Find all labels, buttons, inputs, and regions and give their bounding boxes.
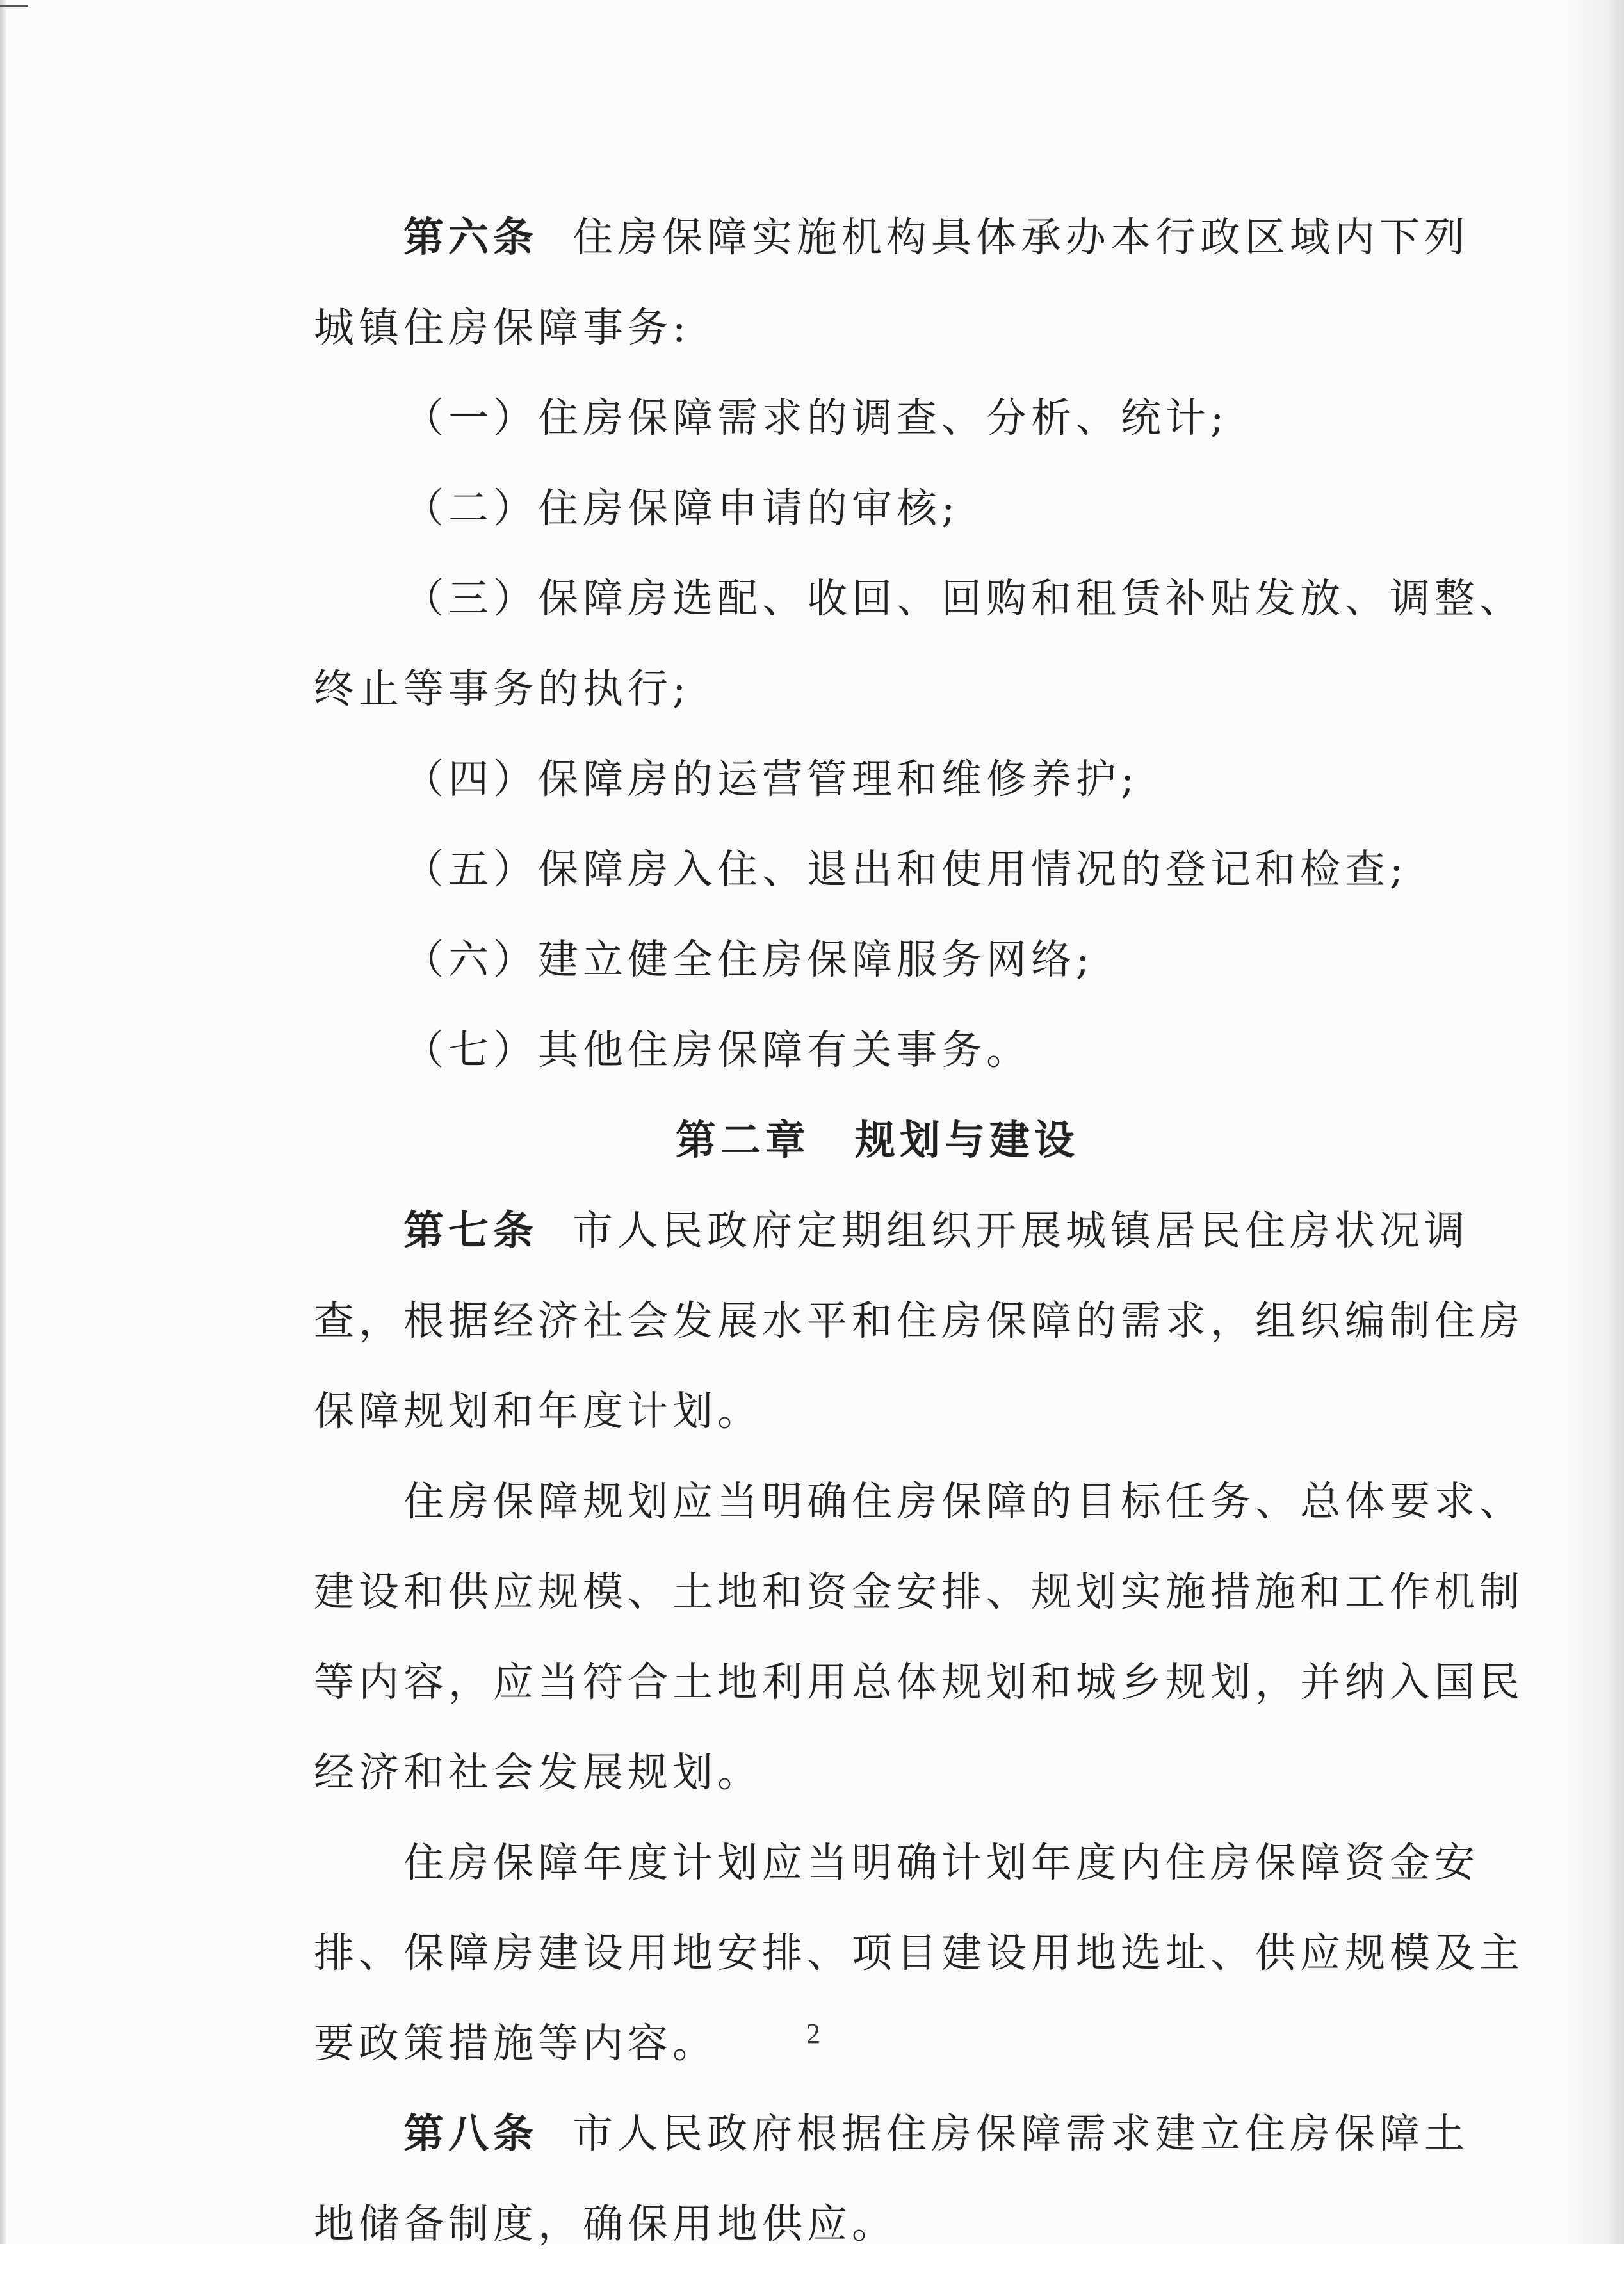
scan-right-shadow — [1566, 0, 1624, 2244]
article-7-para-3-line-2: 排、保障房建设用地安排、项目建设用地选址、供应规模及主 — [314, 1930, 1524, 1976]
scan-corner-mark — [0, 5, 28, 7]
article-7-line-3: 保障规划和年度计划。 — [314, 1388, 762, 1435]
article-6-line-1 — [314, 192, 1470, 282]
article-6-item-2: （二）住房保障申请的审核; — [403, 485, 960, 532]
article-6-item-3: （三）保障房选配、收回、回购和租赁补贴发放、调整、 — [403, 575, 1524, 622]
article-6-item-1: （一）住房保障需求的调查、分析、统计; — [403, 394, 1229, 441]
article-6-item-4: （四）保障房的运营管理和维修养护; — [403, 756, 1139, 802]
article-7-para-2-line-1: 住房保障规划应当明确住房保障的目标任务、总体要求、 — [403, 1478, 1524, 1525]
article-8-text: 市人民政府根据住房保障需求建立住房保障土 — [572, 2110, 1470, 2157]
article-6-heading: 第六条 — [403, 213, 538, 261]
article-7-para-3-line-1: 住房保障年度计划应当明确计划年度内住房保障资金安 — [403, 1839, 1479, 1886]
article-6-item-3-cont: 终止等事务的执行; — [314, 665, 691, 712]
article-6-item-5: （五）保障房入住、退出和使用情况的登记和检查; — [403, 846, 1408, 893]
article-8-line-2: 地储备制度，确保用地供应。 — [314, 2200, 897, 2247]
document-body — [314, 192, 1524, 2269]
article-7-line-2: 查，根据经济社会发展水平和住房保障的需求，组织编制住房 — [314, 1297, 1524, 1344]
article-8-heading: 第八条 — [403, 2110, 538, 2157]
article-7-line-1 — [314, 1185, 1470, 1276]
page-number: 2 — [806, 2018, 820, 2049]
article-6-item-6: （六）建立健全住房保障服务网络; — [403, 936, 1094, 983]
article-6-line-2: 城镇住房保障事务: — [314, 304, 691, 351]
article-7-para-2-line-4: 经济和社会发展规划。 — [314, 1749, 762, 1796]
chapter-2-heading: 第二章 规划与建设 — [676, 1116, 1079, 1164]
article-7-para-3-line-3: 要政策措施等内容。 — [314, 2020, 717, 2067]
article-6-text: 住房保障实施机构具体承办本行政区域内下列 — [572, 214, 1470, 261]
article-8-line-1 — [314, 2088, 1470, 2179]
article-7-heading: 第七条 — [403, 1207, 538, 1254]
scan-left-edge — [0, 0, 6, 2244]
article-7-para-2-line-3: 等内容，应当符合土地利用总体规划和城乡规划，并纳入国民 — [314, 1659, 1524, 1705]
article-7-para-2-line-2: 建设和供应规模、土地和资金安排、规划实施措施和工作机制 — [314, 1568, 1524, 1615]
article-7-text: 市人民政府定期组织开展城镇居民住房状况调 — [572, 1207, 1470, 1254]
article-6-item-7: （七）其他住房保障有关事务。 — [403, 1027, 1031, 1073]
